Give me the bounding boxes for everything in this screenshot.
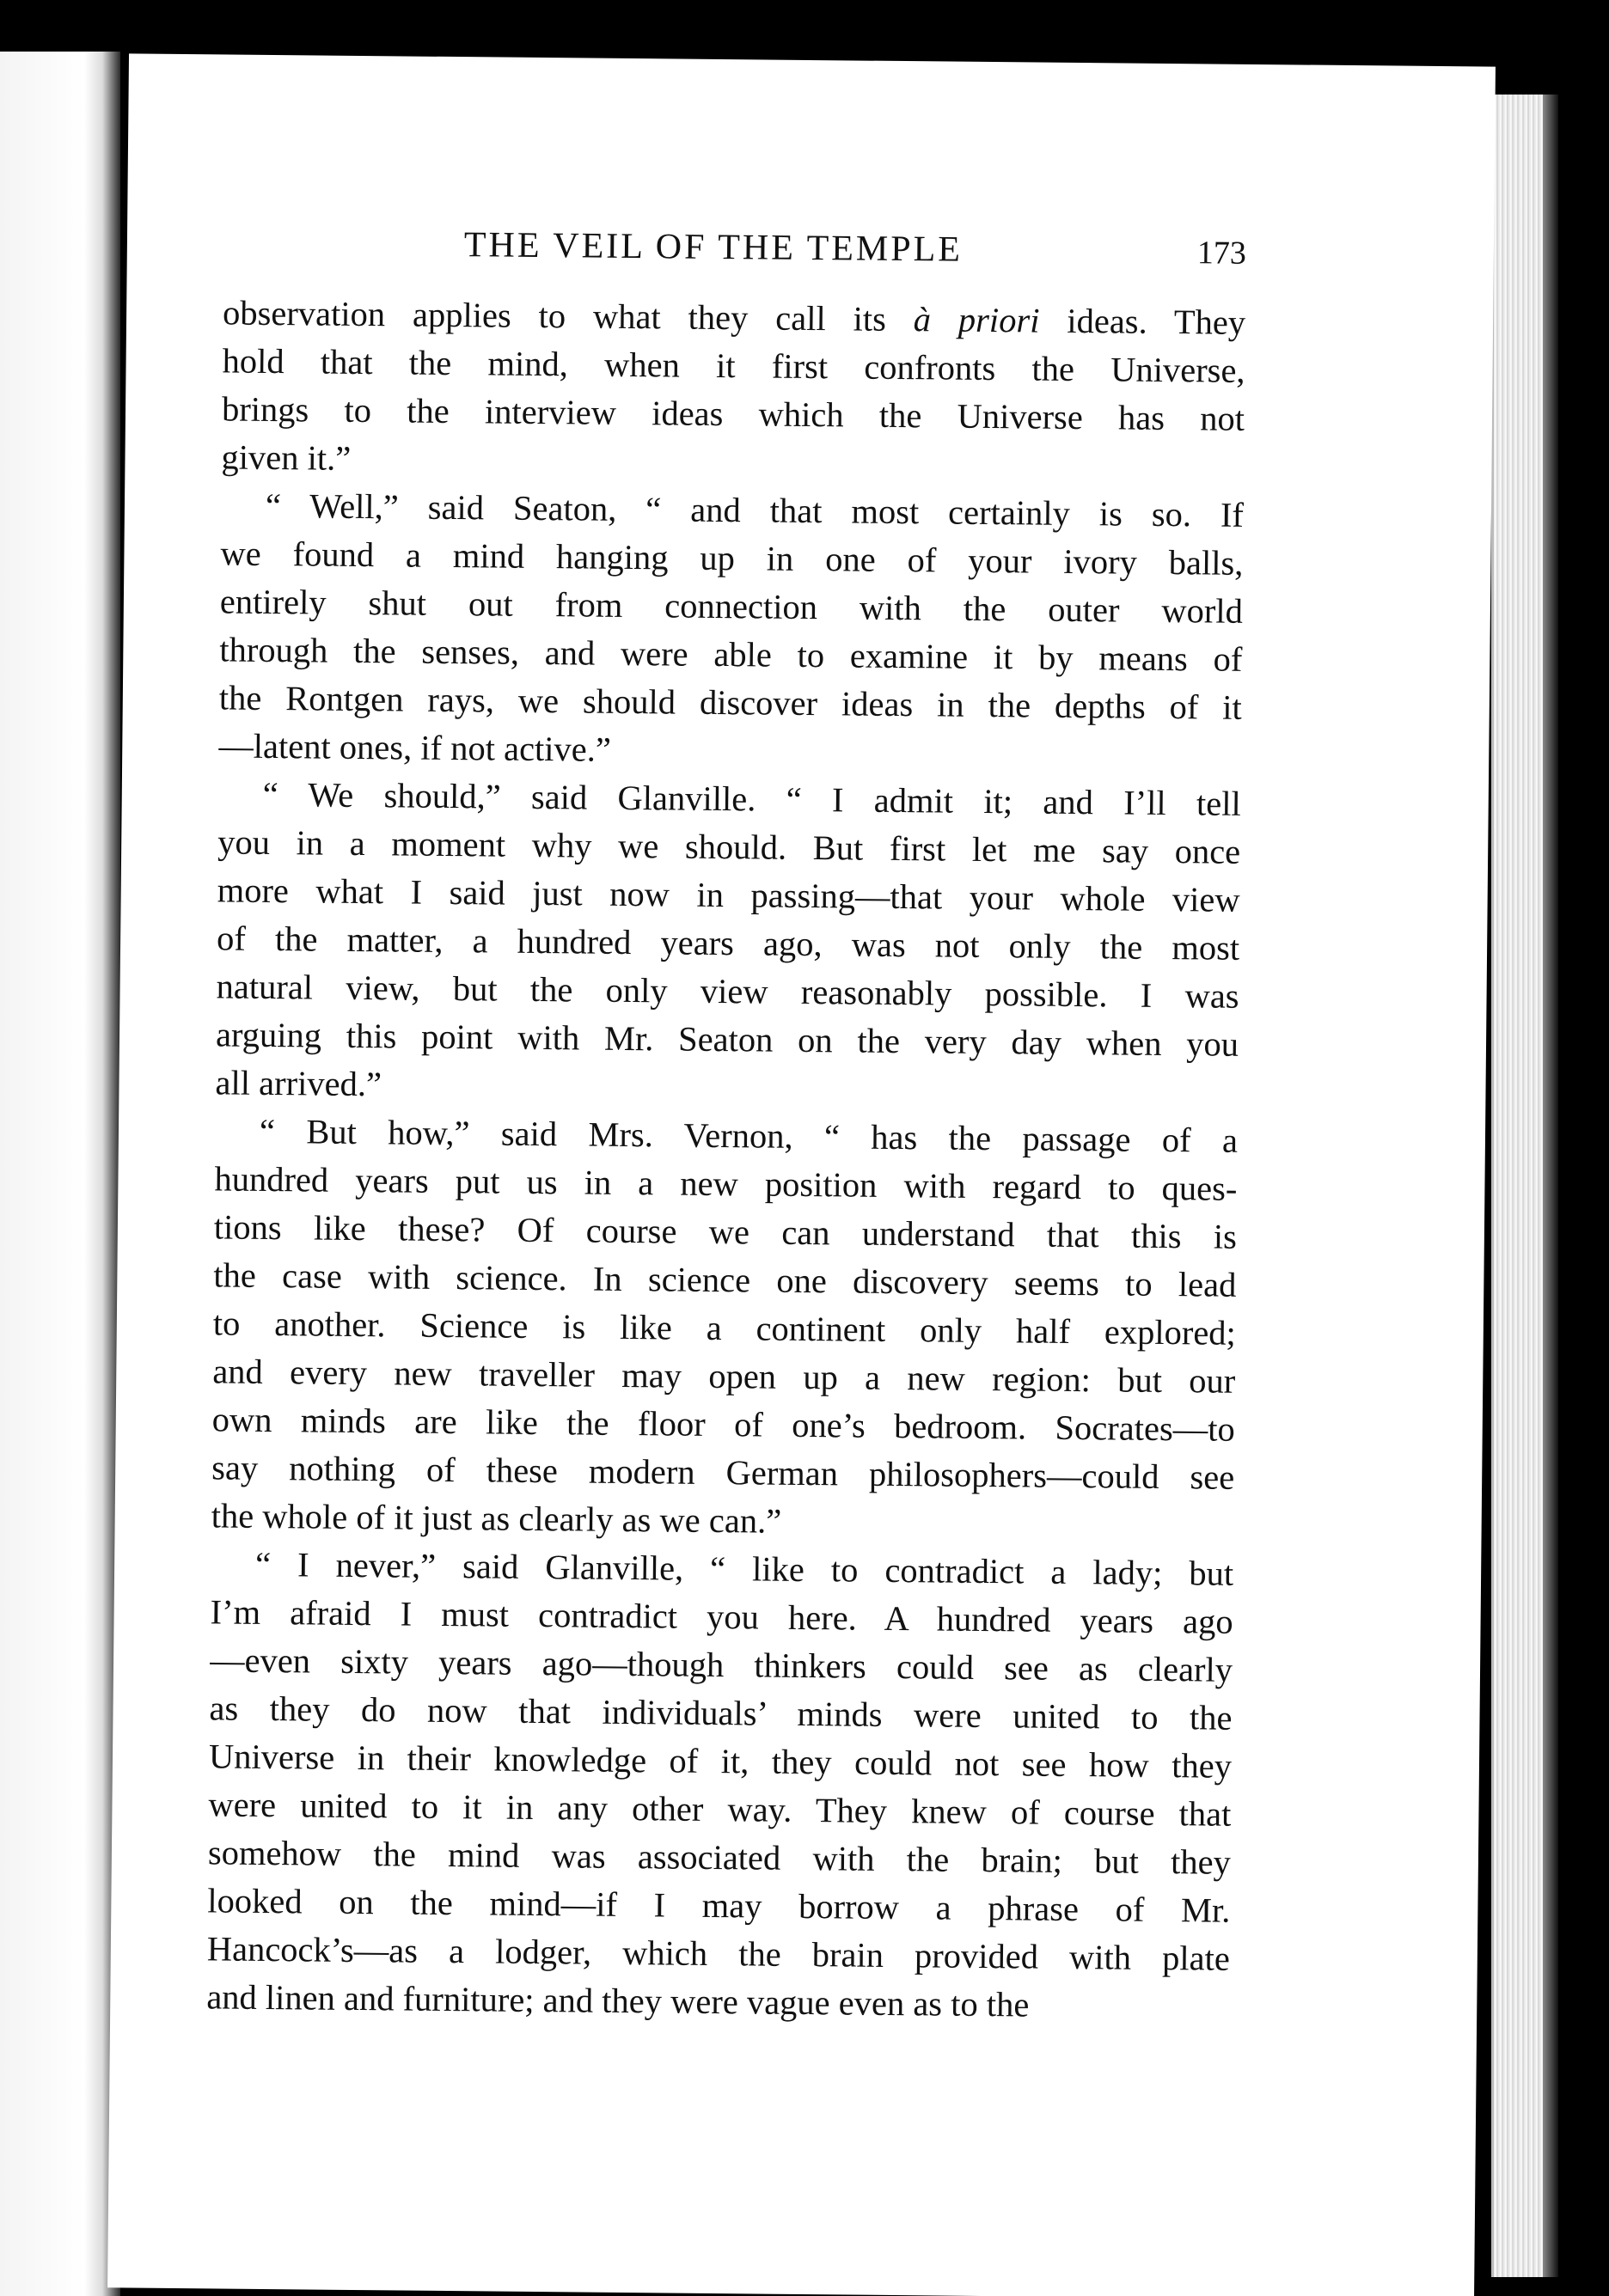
text-line: you in a moment why we should. But first let me say once xyxy=(217,822,1241,871)
text-line: looked on the mind—if I may borrow a phrase of Mr. xyxy=(207,1881,1231,1930)
text-line: arguing this point with Mr. Seaton on the very day when you xyxy=(215,1015,1239,1064)
text-line: the whole of it just as clearly as we can.” xyxy=(211,1496,782,1541)
text-line: I’m afraid I must contradict you here. A hundred years ago xyxy=(210,1592,1233,1641)
text-line: hold that the mind, when it first confronts the Universe, xyxy=(222,341,1245,390)
body-text xyxy=(206,289,1245,2030)
text-line: the case with science. In science one discovery seems to lead xyxy=(213,1255,1237,1304)
page-edges-stack xyxy=(1491,95,1545,2277)
text-line: of the matter, a hundred years ago, was not only the most xyxy=(216,919,1240,968)
text-line: tions like these? Of course we can understand that this is xyxy=(213,1207,1238,1256)
paragraph xyxy=(221,289,1245,491)
paragraph xyxy=(218,481,1244,779)
text-line: “ We should,” said Glanville. “ I admit it; and I’ll tell xyxy=(262,774,1241,823)
text-line: hundred years put us in a new position with regard to ques- xyxy=(214,1159,1238,1208)
text-line: “ I never,” said Glanville, “ like to contradict a lady; but xyxy=(254,1544,1234,1593)
page-number: 173 xyxy=(1196,235,1247,272)
text-line: entirely shut out from connection with the outer world xyxy=(219,582,1244,631)
text-line: Universe in their knowledge of it, they could not see how they xyxy=(208,1737,1233,1786)
paragraph xyxy=(206,1540,1233,2030)
text-line: —latent ones, if not active.” xyxy=(218,726,612,769)
text-line: own minds are like the floor of one’s bedroom. Socrates—to xyxy=(211,1400,1235,1449)
text-line: and linen and furniture; and they were vague even as to the xyxy=(206,1977,1030,2024)
text-line: all arrived.” xyxy=(215,1063,382,1104)
text-line: “ But how,” said Mrs. Vernon, “ has the passage of a xyxy=(259,1111,1239,1160)
text-line: observation applies to what they call its à priori ideas. They xyxy=(222,293,1246,342)
text-line: —even sixty years ago—though thinkers could see as clearly xyxy=(209,1640,1233,1689)
text-line: say nothing of these modern German philosophers—could see xyxy=(211,1448,1235,1497)
text-line: natural view, but the only view reasonably possible. I was xyxy=(216,967,1239,1016)
text-line: somehow the mind was associated with the brain; but they xyxy=(207,1833,1232,1882)
text-line: given it.” xyxy=(221,437,352,478)
text-line: “ Well,” said Seaton, “ and that most certainly is so. If xyxy=(265,485,1245,534)
text-line: the Rontgen rays, we should discover ideas in the depths of it xyxy=(218,678,1243,727)
text-line: Hancock’s—as a lodger, which the brain provided with plate xyxy=(206,1929,1231,1978)
text-line: brings to the interview ideas which the Universe has not xyxy=(221,389,1245,438)
paragraph xyxy=(211,1107,1238,1549)
text-line: and every new traveller may open up a new region: but our xyxy=(212,1352,1236,1401)
text-block xyxy=(206,222,1246,2030)
text-line: to another. Science is like a continent only half explored; xyxy=(212,1304,1237,1353)
page-edges-shadow xyxy=(1543,95,1558,2277)
running-head xyxy=(223,222,1247,283)
text-line: we found a mind hanging up in one of your ivory balls, xyxy=(220,534,1244,583)
facing-page-edge xyxy=(0,52,120,2296)
paragraph xyxy=(215,770,1241,1116)
text-line: were united to it in any other way. They knew of course that xyxy=(208,1785,1232,1834)
text-line: through the senses, and were able to examine it by means of xyxy=(219,630,1243,679)
text-line: more what I said just now in passing—that your whole view xyxy=(217,870,1240,919)
book-page xyxy=(107,53,1496,2296)
running-head-title: THE VEIL OF THE TEMPLE xyxy=(463,225,964,270)
text-line: as they do now that individuals’ minds were united to the xyxy=(209,1688,1233,1737)
